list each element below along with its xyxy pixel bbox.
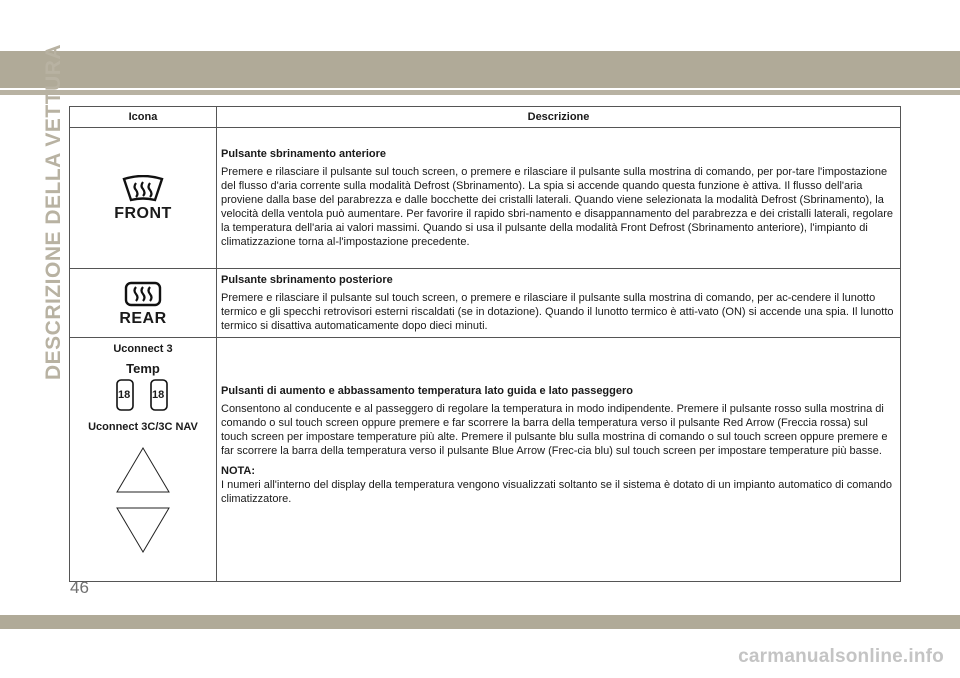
section-sidebar: [8, 43, 65, 390]
front-defrost-icon: [71, 175, 215, 207]
row-text: Premere e rilasciare il pulsante sul touch screen, o premere e rilasciare il pulsante sulla mostrina di comando, per por-tare l'impostazione del flusso d'aria corrente sulla modalità Defrost (Sbrinamento). La spia si accende quando questa funzione è attiva. Il flusso dell'aria proviene dalla base del parabrezza e dalle bocchette dei cristalli laterali. Quando viene selezionata la modalità Defrost (Sbrinamento), la velocità della ventola può aumentare. Per favorire il rapido sbri-namento e disappannamento del parabrezza e dei cristalli laterali, regolare la temperatura dell'aria ai valori massimi. Quando si usa il pulsante della modalità Front Defrost (Sbrinamento anteriore), l'impianto di climatizzazione torna al-l'impostazione precedente.: [221, 166, 893, 248]
section-title: DESCRIZIONE DELLA VETTURA: [42, 43, 65, 380]
footer-band: [0, 615, 960, 629]
column-header-description: Descrizione: [217, 107, 901, 128]
column-header-icon: Icona: [70, 107, 217, 128]
icon-cell: [70, 128, 217, 269]
description-cell: [217, 128, 901, 269]
temperature-icon: [71, 378, 215, 412]
controls-table: [69, 106, 901, 582]
header-rule: [0, 90, 960, 95]
row-text: Premere e rilasciare il pulsante sul touch screen, o premere e rilasciare il pulsante sulla mostrina di comando, per ac-cendere il lunotto termico e gli specchi retrovisori esterni riscaldati (se in dotazione). Quando il lunotto termico è atti-vato (ON) si accende una spia. Il lunotto termico si disattiva automaticamente dopo dieci minuti.: [221, 292, 894, 332]
table-header-row: [70, 107, 901, 128]
row-title: Pulsanti di aumento e abbassamento temperatura lato guida e lato passeggero: [221, 385, 633, 397]
temperature-up-arrow-icon: [71, 446, 215, 498]
watermark: carmanualsonline.info: [738, 646, 944, 667]
temp-left-value: 18: [118, 389, 131, 401]
rear-defrost-icon: [71, 280, 215, 312]
temp-label: Temp: [126, 361, 160, 376]
temperature-down-arrow-icon: [71, 506, 215, 558]
row-title: Pulsante sbrinamento anteriore: [221, 148, 387, 160]
table-row: [70, 128, 901, 269]
note-heading: NOTA:: [221, 465, 256, 477]
row-title: Pulsante sbrinamento posteriore: [221, 274, 393, 286]
rear-label: REAR: [119, 310, 167, 327]
description-cell: [217, 338, 901, 582]
header-band: [0, 51, 960, 88]
uconnect-nav-label: Uconnect 3C/3C NAV: [88, 421, 198, 433]
table-row: [70, 338, 901, 582]
page-number: 46: [70, 578, 89, 597]
note-text: I numeri all'interno del display della temperatura vengono visualizzati soltanto se il sistema è dotato di un impianto automatico di comando climatizzatore.: [221, 479, 893, 505]
table-row: [70, 269, 901, 338]
uconnect3-label: Uconnect 3: [113, 343, 173, 355]
icon-cell: [70, 269, 217, 338]
description-cell: [217, 269, 901, 338]
icon-cell: [70, 338, 217, 582]
temp-right-value: 18: [152, 389, 165, 401]
row-text: Consentono al conducente e al passeggero di regolare la temperatura in modo indipendente. Premere il pulsante rosso sulla mostrina di comando o sul touch screen oppure premere e far scorrere la barra della temperatura verso il pulsante Red Arrow (Freccia rossa) sul touch screen per impostare temperature più alte. Premere il pulsante blu sulla mostrina di comando o sul touch screen oppure premere e far scorrere la barra della temperatura verso il pulsante Blue Arrow (Frec-cia blu) sul touch screen per impostare temperature più basse.: [221, 403, 888, 457]
front-label: FRONT: [114, 205, 172, 222]
